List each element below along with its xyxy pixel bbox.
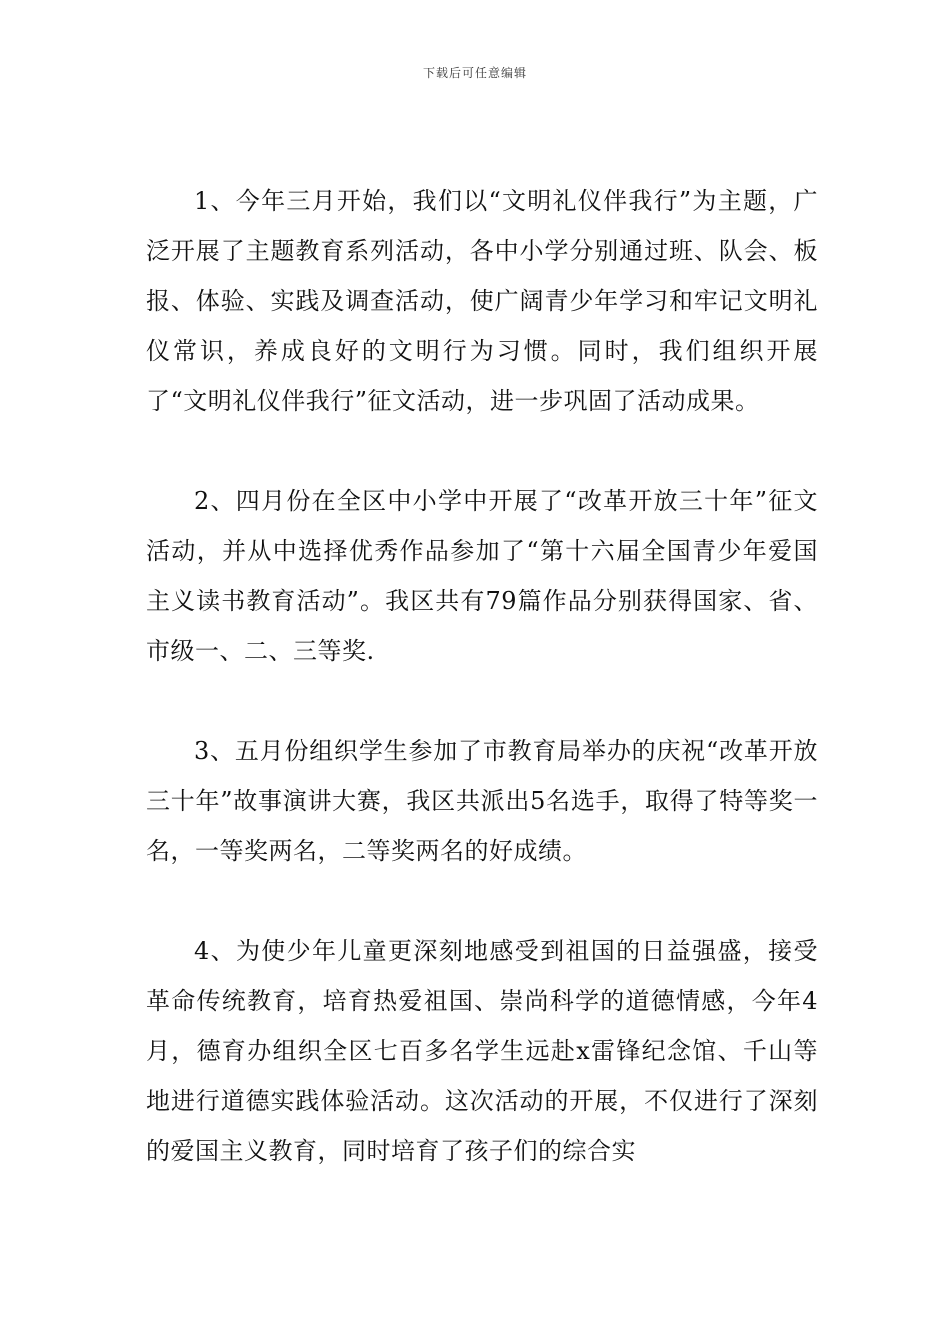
paragraph-3: 3、五月份组织学生参加了市教育局举办的庆祝“改革开放三十年”故事演讲大赛，我区共派出5名选手，取得了特等奖一名，一等奖两名，二等奖两名的好成绩。 <box>146 737 818 865</box>
paragraph-4: 4、为使少年儿童更深刻地感受到祖国的日益强盛，接受革命传统教育，培育热爱祖国、崇尚科学的道德情感，今年4月，德育办组织全区七百多名学生远赴x雷锋纪念馆、千山等地进行道德实践体验活动。这次活动的开展，不仅进行了深刻的爱国主义教育，同时培育了孩子们的综合实 <box>146 937 818 1165</box>
document-body <box>146 176 818 1226</box>
paragraph-2: 2、四月份在全区中小学中开展了“改革开放三十年”征文活动，并从中选择优秀作品参加了“第十六届全国青少年爱国主义读书教育活动”。我区共有79篇作品分别获得国家、省、市级一、二、三等奖. <box>146 487 818 665</box>
page-header: 下载后可任意编辑 <box>422 66 527 80</box>
paragraph-1: 1、今年三月开始，我们以“文明礼仪伴我行”为主题，广泛开展了主题教育系列活动，各中小学分别通过班、队会、板报、体验、实践及调查活动，使广阔青少年学习和牢记文明礼仪常识，养成良好的文明行为习惯。同时，我们组织开展了“文明礼仪伴我行”征文活动，进一步巩固了活动成果。 <box>146 187 818 415</box>
